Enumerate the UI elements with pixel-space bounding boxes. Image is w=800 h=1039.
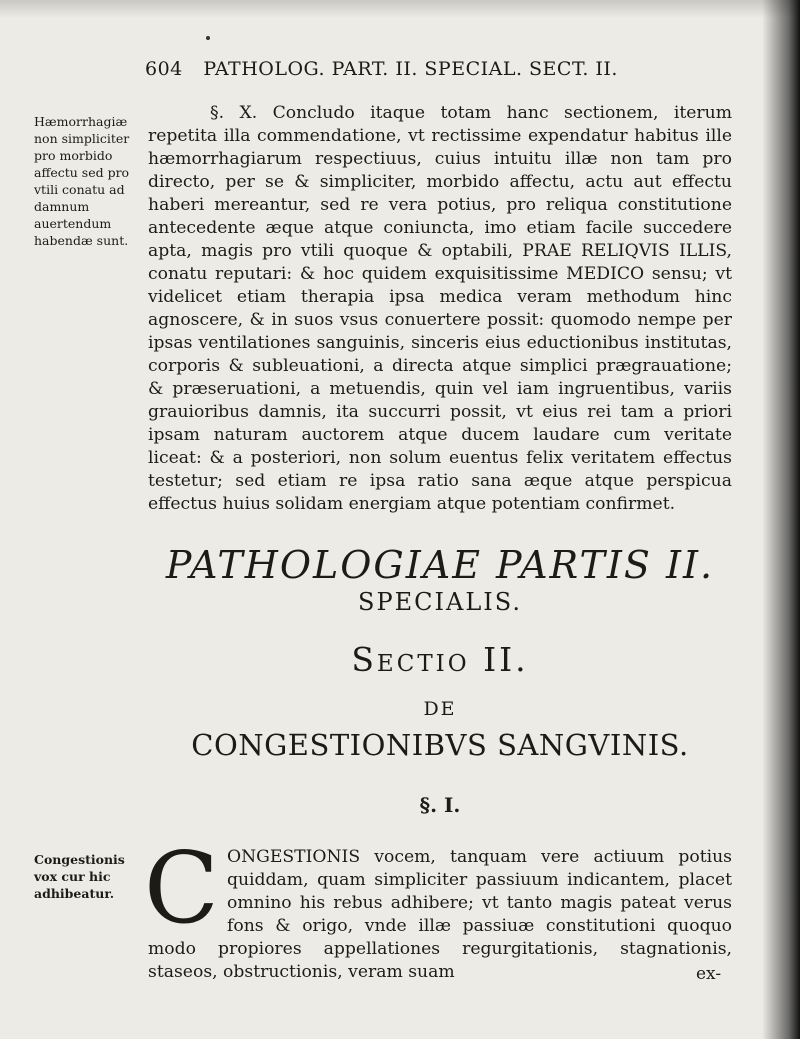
catchword: ex- — [696, 964, 722, 984]
ink-speck — [206, 36, 210, 40]
page-shadow-top — [0, 0, 800, 18]
title-de: DE — [423, 698, 457, 720]
section-x-text: §. X. Concludo itaque totam hanc sectionem, iterum repetita illa commendatione, vt rectissime expendatur habitus ille hæmorrhagiarum respectiuus, cuius intuitu illæ non tam pro directo, per se & simpliciter, morbido affectu, actu aut effectu haberi mereantur, sed re vera potius, pro reliqua constitutione antecedente æque atque coniuncta, imo etiam facile succedere apta, magis pro vtili quoque & optabili, PRAE RELIQVIS ILLIS, conatu reputari: & hoc quidem exquisitissime MEDICO sensu; vt videlicet etiam therapia ipsa medica veram methodum hinc agnoscere, & in suos vsus conuertere possit: quomodo nempe per ipsas ventilationes sanguinis, sinceris eius eductionibus institutas, corporis & subleuationi, a directa atque simplici prægrauatione; & præseruationi, a metuendis, quin vel iam ingruentibus, variis grauioribus damnis, ita succurri possit, vt eius rei tam a priori ipsam naturam auctorem atque ducem laudare cum veritate liceat: & a posteriori, non solum euentus felix veritatem effectus testetur; sed etiam re ipsa ratio sana æque atque perspicua effectus huius solidam energiam atque potentiam confirmet. — [148, 103, 732, 514]
running-header — [145, 58, 665, 80]
section-title: Sectio II. — [351, 640, 529, 679]
part-subtitle: SPECIALIS. — [358, 588, 522, 616]
page-gutter-shadow — [762, 0, 800, 1039]
section-x-paragraph — [148, 102, 732, 516]
page-number: 604 — [145, 58, 183, 80]
margin-note-congestionis: Congestionis vox cur hic adhibeatur. — [34, 852, 125, 901]
paragraph-heading: §. I. — [419, 793, 461, 817]
chapter-title: CONGESTIONIBVS SANGVINIS. — [191, 728, 689, 762]
margin-note-haemorrhagia: Hæmorrhagiæ non simpliciter pro morbido affectu sed pro vtili conatu ad damnum auertendum habendæ sunt. — [34, 114, 130, 248]
section-i-paragraph — [144, 832, 732, 984]
section-i-text: ONGESTIONIS vocem, tanquam vere actiuum potius quiddam, quam simpliciter passiuum indicantem, placet omnino his rebus adhibere; vt tanto magis pateat verus fons & origo, vnde illæ passiuæ constitutioni quoquo modo propiores appellationes regurgitationis, stagnationis, staseos, obstructionis, veram suam — [148, 847, 732, 982]
running-title: PATHOLOG. PART. II. SPECIAL. SECT. II. — [203, 58, 618, 80]
drop-cap: C — [144, 832, 219, 946]
part-title: PATHOLOGIAE PARTIS II. — [165, 543, 715, 587]
